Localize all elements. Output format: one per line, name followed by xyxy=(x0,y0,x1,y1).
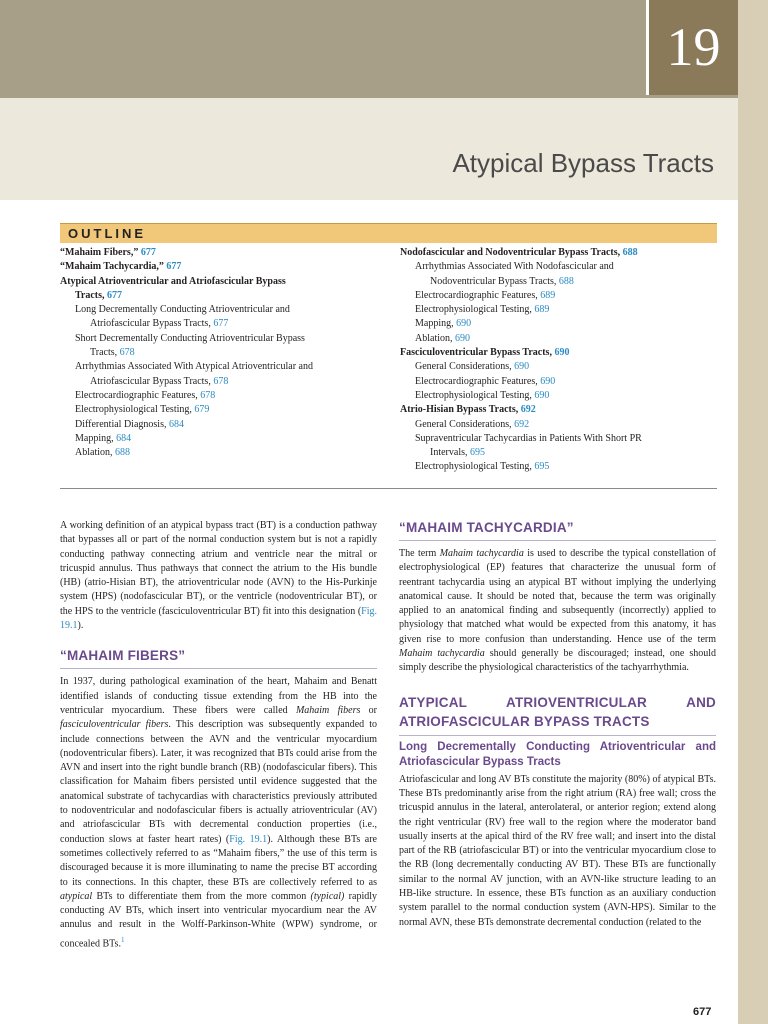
outline-entry[interactable] xyxy=(60,375,380,389)
atypical-paragraph: Atriofascicular and long AV BTs constitute the majority (80%) of atypical BTs. These BTs predominantly arise from the right atrium (RA) free wall; cross the tricuspid annulus in the lateral, anterolateral, or anterior region; extend along the right ventricular (RV) free wall to the region where the moderator band usually inserts at the apical third of the RV free wall; and insert into the distal part of the RB (atriofascicular BT) or into the ventricular myocardium close to the RB (long decrementally conducting AV BT). These BTs are functionally similar to the normal AV junction, with an AVN-like structure leading to an HB-like structure. In essence, these BTs function as an auxiliary conduction system parallel to the normal conduction system (AVN-HPS). Similar to the normal AVN, these BTs demonstrate decremental conduction (related to the xyxy=(399,773,716,928)
outline-page-link[interactable]: 690 xyxy=(534,389,550,401)
outline-entry[interactable] xyxy=(60,275,380,289)
outline-right-column xyxy=(400,246,718,475)
header-band xyxy=(0,0,738,98)
outline-entry[interactable] xyxy=(400,460,718,474)
outline-entry[interactable] xyxy=(400,289,718,303)
outline-entry-text: Arrhythmias Associated With Atypical Atrioventricular and xyxy=(75,361,313,373)
outline-entry[interactable] xyxy=(60,360,380,374)
figure-link[interactable]: Fig. 19.1 xyxy=(229,833,268,845)
outline-page-link[interactable]: 689 xyxy=(534,304,550,316)
outline-page-link[interactable]: 679 xyxy=(194,404,210,416)
heading-rule xyxy=(399,735,716,736)
outline-entry-text: General Considerations, xyxy=(415,418,515,430)
outline-entry[interactable] xyxy=(400,360,718,374)
outline-page-link[interactable]: 684 xyxy=(116,432,132,444)
outline-entry-text: Electrocardiographic Features, xyxy=(75,389,201,401)
outline-entry-text: Differential Diagnosis, xyxy=(75,418,169,430)
outline-entry-text: Mapping, xyxy=(75,432,117,444)
outline-entry[interactable] xyxy=(60,332,380,346)
outline-entry[interactable] xyxy=(400,317,718,331)
left-body-column xyxy=(60,519,377,951)
mahaim-fibers-paragraph: In 1937, during pathological examination of the heart, Mahaim and Benatt identified islands of conducting tissue extending from the HB into the ventricular myocardium. These fibers were called Mahaim fibers or fasciculoventricular fibers. This description was subsequently expanded to include connections between the AVN and the ventricular myocardium (nodoventricular fibers). Later, it was recognized that BTs could arise from the AVN and insert into the right bundle branch (RB) (nodofascicular fibers). This classification for Mahaim fibers persisted until evidence suggested that the anatomical substrate of tachycardias with characteristics previously attributed to nodoventricular and nodofascicular fibers is actually atrioventricular (AV) and atriofascicular BTs with decremental conduction properties (i.e., conduction slows at faster heart rates) (Fig. 19.1). Although these BTs are sometimes collectively referred to as “Mahaim fibers,” the use of this term is discouraged because it is more illuminating to name the precise BT according to its connections. In this chapter, these BTs are collectively referred to as atypical BTs to differentiate them from the more common (typical) rapidly conducting AV BTs, which insert into ventricular myocardium near the AV annulus and result in the Wolff-Parkinson-White (WPW) syndrome, or concealed BTs.$^1$ xyxy=(60,676,377,950)
outline-page-link[interactable]: 690 xyxy=(540,375,556,387)
outline-entry[interactable] xyxy=(400,446,718,460)
outline-page-link[interactable]: 677 xyxy=(107,289,123,301)
chapter-title: Atypical Bypass Tracts xyxy=(452,148,714,178)
outline-header xyxy=(60,223,717,243)
outline-entry-text: Electrocardiographic Features, xyxy=(415,289,541,301)
outline-entry[interactable] xyxy=(400,246,718,260)
chapter-number: 19 xyxy=(646,0,738,95)
outline-page-link[interactable]: 677 xyxy=(166,261,182,273)
outline-entry-text: Long Decrementally Conducting Atrioventricular and xyxy=(75,304,290,316)
outline-entry-text: Electrophysiological Testing, xyxy=(415,304,535,316)
figure-link[interactable]: Fig. 19.1 xyxy=(60,605,377,632)
outline-entry-text: “Mahaim Fibers,” xyxy=(60,247,141,258)
outline-entry[interactable] xyxy=(400,332,718,346)
reference-link[interactable]: 1 xyxy=(120,935,125,944)
outline-entry[interactable] xyxy=(400,346,718,360)
outline-divider xyxy=(60,488,717,489)
outline-page-link[interactable]: 692 xyxy=(514,418,530,430)
outline-entry-text: Atriofascicular Bypass Tracts, xyxy=(90,318,214,330)
outline-page-link[interactable]: 695 xyxy=(534,461,550,473)
outline-entry-text: Nodoventricular Bypass Tracts, xyxy=(430,275,559,287)
outline-entry[interactable] xyxy=(400,303,718,317)
outline-entry[interactable] xyxy=(60,389,380,403)
outline-entry[interactable] xyxy=(60,303,380,317)
outline-entry[interactable] xyxy=(400,418,718,432)
outline-page-link[interactable]: 688 xyxy=(622,247,638,258)
outline-entry[interactable] xyxy=(60,260,380,274)
outline-entry-text: Tracts, xyxy=(75,289,108,301)
outline-page-link[interactable]: 684 xyxy=(168,418,184,430)
outline-entry-text: Fasciculoventricular Bypass Tracts, xyxy=(400,347,555,359)
outline-page-link[interactable]: 692 xyxy=(520,404,536,416)
mahaim-tachycardia-paragraph: The term Mahaim tachycardia is used to describe the typical constellation of electrophysiological (EP) features that characterize the unusual form of reentrant tachycardia using an atypical BT without implying the underlying anatomical cause. It should be noted that, because the term was originally applied to an anatomical finding and subsequently (incorrectly) applied to physiology that matched what would be expected from this anatomy, it has given rise to more confusion than understanding. Hence use of the term Mahaim tachycardia should generally be discouraged; instead, one should simply describe the physiological characteristics of the tachyarrhythmia. xyxy=(399,548,717,674)
outline-entry-text: Arrhythmias Associated With Nodofascicular and xyxy=(415,261,614,273)
section-heading-mahaim-fibers: “MAHAIM FIBERS” xyxy=(60,648,186,664)
outline-entry-text: Short Decrementally Conducting Atrioventricular Bypass xyxy=(75,332,305,344)
outline-page-link[interactable]: 677 xyxy=(140,247,156,258)
outline-entry[interactable] xyxy=(60,403,380,417)
section-heading-mahaim-tachycardia: “MAHAIM TACHYCARDIA” xyxy=(399,520,574,535)
outline-page-link[interactable]: 690 xyxy=(554,347,570,359)
outline-entry[interactable] xyxy=(400,403,718,417)
outline-entry[interactable] xyxy=(60,289,380,303)
outline-entry[interactable] xyxy=(60,246,380,260)
outline-page-link[interactable]: 690 xyxy=(514,361,530,373)
right-body-column xyxy=(399,519,716,930)
outline-entry[interactable] xyxy=(400,375,718,389)
heading-rule xyxy=(399,540,716,541)
outline-entry-text: Mapping, xyxy=(415,318,457,330)
outline-entry[interactable] xyxy=(60,346,380,360)
outline-page-link[interactable]: 688 xyxy=(115,447,130,459)
outline-page-link[interactable]: 678 xyxy=(213,375,229,387)
outline-page-link[interactable]: 689 xyxy=(540,289,556,301)
section-heading-atypical: ATYPICAL ATRIOVENTRICULAR AND ATRIOFASCICULAR BYPASS TRACTS xyxy=(399,694,716,729)
page-edge-strip xyxy=(738,0,768,1024)
heading-rule xyxy=(60,668,377,669)
outline-entry-text: Intervals, xyxy=(430,447,470,459)
intro-paragraph: A working definition of an atypical bypass tract (BT) is a conduction pathway that bypasses all or part of the normal conduction system but is not a rapidly conducting pathway connecting atrium and ventricle near the mitral or tricuspid annulus. Thus pathways that connect the atrium to the His bundle (HB) (atrio-Hisian BT), the atrioventricular node (AVN) to the His-Purkinje system (HPS) (nodofascicular BT), or the ventricle (nodoventricular BT), or the HPS to the ventricle (fasciculoventricular BT) fit into this designation (Fig. 19.1). xyxy=(60,520,377,632)
outline-entry-text: Nodofascicular and Nodoventricular Bypass Tracts, xyxy=(400,247,623,258)
outline-entry-text: Electrophysiological Testing, xyxy=(75,404,195,416)
outline-page-link[interactable]: 690 xyxy=(455,332,470,344)
outline-entry[interactable] xyxy=(60,317,380,331)
outline-left-column xyxy=(60,246,380,460)
outline-entry[interactable] xyxy=(400,389,718,403)
outline-entry-text: Ablation, xyxy=(415,332,455,344)
outline-entry-text: Atrio-Hisian Bypass Tracts, xyxy=(400,404,521,416)
outline-entry[interactable] xyxy=(400,260,718,274)
outline-entry-text: Ablation, xyxy=(75,447,115,459)
page-number: 677 xyxy=(693,1006,712,1018)
outline-entry-text: Electrophysiological Testing, xyxy=(415,461,535,473)
outline-entry[interactable] xyxy=(400,275,718,289)
outline-page-link[interactable]: 695 xyxy=(470,447,485,459)
outline-page-link[interactable]: 678 xyxy=(200,389,216,401)
outline-entry-text: Electrocardiographic Features, xyxy=(415,375,541,387)
outline-entry[interactable] xyxy=(60,446,380,460)
outline-page-link[interactable]: 690 xyxy=(456,318,472,330)
outline-entry-text: “Mahaim Tachycardia,” xyxy=(60,261,167,273)
outline-entry[interactable] xyxy=(400,432,718,446)
outline-page-link[interactable]: 678 xyxy=(119,347,135,359)
outline-entry-text: Atriofascicular Bypass Tracts, xyxy=(90,375,214,387)
outline-entry-text: General Considerations, xyxy=(415,361,515,373)
outline-entry-text: Tracts, xyxy=(90,347,120,359)
outline-page-link[interactable]: 677 xyxy=(213,318,229,330)
outline-entry[interactable] xyxy=(60,432,380,446)
outline-page-link[interactable]: 688 xyxy=(558,275,574,287)
outline-entry-text: Supraventricular Tachycardias in Patients With Short PR xyxy=(415,432,642,444)
outline-label: OUTLINE xyxy=(68,226,147,241)
subsection-heading: Long Decrementally Conducting Atrioventricular and Atriofascicular Bypass Tracts xyxy=(399,740,716,768)
outline-entry-text: Electrophysiological Testing, xyxy=(415,389,535,401)
outline-entry-text: Atypical Atrioventricular and Atriofascicular Bypass xyxy=(60,275,286,287)
outline-entry[interactable] xyxy=(60,418,380,432)
